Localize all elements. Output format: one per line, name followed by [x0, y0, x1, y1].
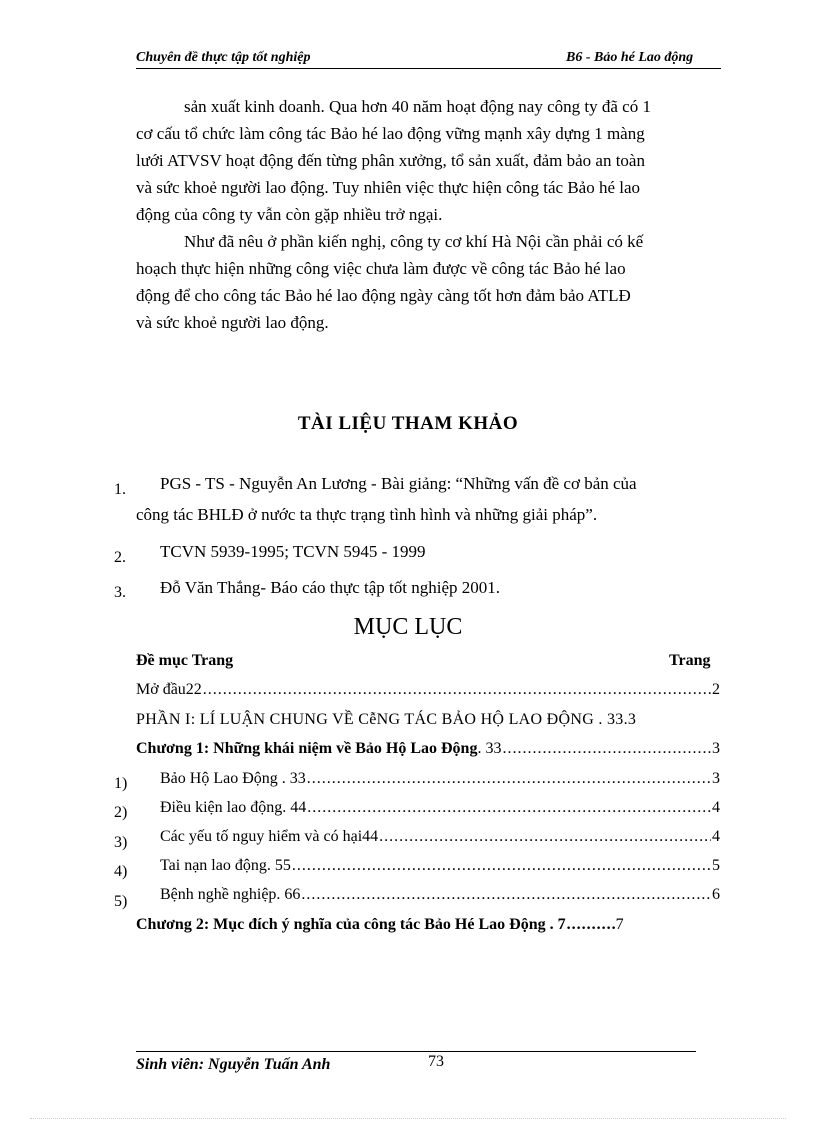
- toc-row-chapter-1[interactable]: [136, 740, 720, 762]
- para1-line-2: cơ cấu tổ chức làm công tác Bảo hé lao động vững mạnh xây dựng 1 màng: [136, 124, 645, 143]
- toc-item-number: 2): [114, 804, 128, 821]
- toc-entry-text: Các yếu tố nguy hiểm và có hại44: [160, 828, 379, 845]
- header-right-title: B6 - Bảo hé Lao động: [566, 50, 694, 65]
- toc-row-item-5[interactable]: [160, 886, 720, 908]
- references-title: TÀI LIỆU THAM KHẢO: [297, 413, 519, 434]
- para2-line-4: và sức khoẻ người lao động.: [136, 313, 329, 332]
- page-bottom-border: [30, 1118, 786, 1119]
- toc-header-right: Trang: [669, 652, 711, 669]
- toc-row-item-2[interactable]: [160, 799, 720, 821]
- toc-title: MỤC LỤC: [353, 614, 463, 640]
- toc-entry-page: 3: [712, 740, 720, 757]
- toc-entry-text: Mở đầu22: [136, 681, 202, 698]
- toc-entry-text: Điều kiện lao động. 44: [160, 799, 307, 816]
- toc-entry-page: 7: [615, 916, 624, 933]
- toc-entry-suffix: . 33: [477, 740, 502, 757]
- toc-item-number: 4): [114, 863, 128, 880]
- toc-entry-page: 2: [712, 681, 720, 698]
- reference-number: 3.: [114, 584, 126, 601]
- toc-entry-page: 6: [712, 886, 720, 903]
- toc-leader-dots: [307, 770, 711, 788]
- toc-entry-page: .3: [623, 711, 637, 728]
- toc-entry-text: PHẦN I: LÍ LUẬN CHUNG VỀ CễNG TÁC BẢO HỘ LAO ĐỘNG . 33: [136, 711, 624, 728]
- para2-line-2: hoạch thực hiện những công việc chưa làm được về công tác Bảo hé lao: [136, 259, 626, 278]
- para1-line-1: sản xuất kinh doanh. Qua hơn 40 năm hoạt động nay công ty đã có 1: [184, 97, 651, 116]
- toc-item-number: 1): [114, 775, 128, 792]
- toc-row-intro[interactable]: [136, 681, 720, 703]
- toc-row-chapter-2[interactable]: [136, 916, 720, 938]
- toc-item-number: 3): [114, 834, 128, 851]
- para2-line-3: động để cho công tác Bảo hé lao động ngày càng tốt hơn đảm bảo ATLĐ: [136, 286, 631, 305]
- toc-item-number: 5): [114, 893, 128, 910]
- toc-entry-page: 4: [712, 828, 720, 845]
- para1-line-5: động của công ty vẫn còn gặp nhiều trở ngại.: [136, 205, 443, 224]
- reference-1-line-2: công tác BHLĐ ở nước ta thực trạng tình hình và những giải pháp”.: [136, 505, 598, 524]
- toc-row-part-1[interactable]: [136, 711, 720, 733]
- toc-leader-dots: [301, 886, 711, 904]
- footer-student-name: Sinh viên: Nguyễn Tuấn Anh: [136, 1056, 331, 1073]
- toc-leader-dots: [203, 681, 711, 699]
- header-left-title: Chuyên đề thực tập tốt nghiệp: [136, 50, 311, 65]
- para2-line-1: Như đã nêu ở phần kiến nghị, công ty cơ khí Hà Nội cần phải có kế: [184, 232, 644, 251]
- reference-1-line-1: PGS - TS - Nguyễn An Lương - Bài giảng: “Những vấn đề cơ bản của: [160, 474, 637, 493]
- toc-entry-text: Chương 1: Những khái niệm về Bảo Hộ Lao Động: [136, 740, 478, 757]
- para1-line-3: lưới ATVSV hoạt động đến từng phân xưởng, tổ sản xuất, đảm bảo an toàn: [136, 151, 645, 170]
- footer-rule: [136, 1051, 696, 1052]
- reference-number: 1.: [114, 481, 126, 498]
- reference-number: 2.: [114, 549, 126, 566]
- para1-line-4: và sức khoẻ người lao động. Tuy nhiên việc thực hiện công tác Bảo hé lao: [136, 178, 641, 197]
- toc-entry-text: Tai nạn lao động. 55: [160, 857, 291, 874]
- toc-leader-dots: [502, 740, 711, 758]
- toc-entry-page: 3: [712, 770, 720, 787]
- reference-3-text: Đỗ Văn Thắng- Báo cáo thực tập tốt nghiệp 2001.: [160, 578, 501, 597]
- toc-entry-text: Chương 2: Mục đích ý nghĩa của công tác Bảo Hé Lao Động . 7: [136, 916, 566, 933]
- toc-row-item-3[interactable]: [160, 828, 720, 850]
- toc-row-item-1[interactable]: [160, 770, 720, 792]
- page-number: 73: [428, 1053, 444, 1070]
- toc-entry-text: Bệnh nghề nghiệp. 66: [160, 886, 301, 903]
- header-rule: [136, 68, 721, 69]
- toc-leader-dots: [292, 857, 711, 875]
- toc-row-item-4[interactable]: [160, 857, 720, 879]
- toc-entry-page: 5: [712, 857, 720, 874]
- reference-2-text: TCVN 5939-1995; TCVN 5945 - 1999: [160, 542, 426, 561]
- toc-leader-dots: [307, 799, 711, 817]
- toc-entry-page: 4: [712, 799, 720, 816]
- toc-leader-dots: [567, 916, 615, 934]
- toc-entry-text: Bảo Hộ Lao Động . 33: [160, 770, 306, 787]
- toc-header-left: Đề mục Trang: [136, 652, 234, 669]
- toc-leader-dots: [379, 828, 711, 846]
